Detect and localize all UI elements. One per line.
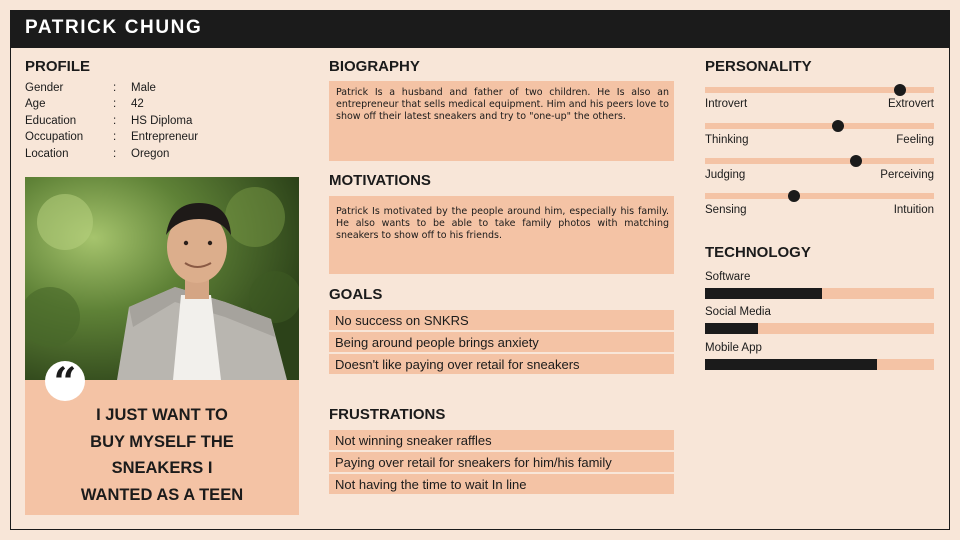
quote-badge	[45, 359, 85, 406]
location-colon: :	[113, 148, 117, 160]
trait-knob	[894, 84, 906, 96]
goal-text: Doesn't like paying over retail for sneakers	[335, 357, 580, 372]
persona-photo	[25, 177, 299, 380]
gender-colon: :	[113, 82, 117, 94]
tech-bar	[705, 288, 934, 299]
quote-line: BUY MYSELF THE	[90, 432, 234, 451]
quote-text	[25, 402, 299, 508]
age-colon: :	[113, 98, 117, 110]
technology-heading: TECHNOLOGY	[705, 244, 811, 261]
location-label: Location	[25, 148, 69, 160]
trait-slider	[705, 193, 934, 199]
education-label: Education	[25, 115, 77, 127]
gender-value: Male	[131, 82, 156, 94]
goal-item	[329, 310, 674, 330]
trait-left-label: Judging	[705, 169, 746, 181]
goals-heading: GOALS	[329, 286, 383, 303]
trait-right-label: Extrovert	[887, 98, 934, 110]
quote-line: I JUST WANT TO	[96, 406, 228, 424]
frustration-item	[329, 452, 674, 472]
age-label: Age	[25, 98, 46, 110]
trait-right-label: Intuition	[893, 204, 934, 216]
trait-knob	[832, 120, 844, 132]
motivations-heading: MOTIVATIONS	[329, 172, 431, 189]
age-value: 42	[131, 98, 144, 110]
tech-fill	[705, 288, 822, 299]
tech-label: Software	[705, 271, 751, 283]
biography-text: Patrick Is a husband and father of two children. He Is also an entrepreneur that sells medical equipment. Him and his peers love to show off their latest sneakers and try to "one-up" the others.	[336, 87, 669, 122]
occupation-value: Entrepreneur	[131, 131, 199, 143]
occupation-colon: :	[113, 131, 117, 143]
tech-bar	[705, 359, 934, 370]
education-value: HS Diploma	[131, 115, 193, 127]
trait-left-label: Sensing	[705, 204, 747, 216]
tech-bar	[705, 323, 934, 334]
tech-label: Mobile App	[705, 342, 762, 354]
frustrations-heading: FRUSTRATIONS	[329, 406, 446, 423]
frustration-text: Not having the time to wait In line	[335, 477, 527, 492]
frustration-item	[329, 474, 674, 494]
goal-text: No success on SNKRS	[335, 313, 469, 328]
quote-line: WANTED AS A TEEN	[80, 485, 244, 504]
profile-heading: PROFILE	[25, 58, 91, 75]
trait-right-label: Perceiving	[880, 169, 934, 181]
trait-slider	[705, 158, 934, 164]
persona-name: PATRICK CHUNG	[25, 17, 203, 38]
trait-slider	[705, 123, 934, 129]
personality-heading: PERSONALITY	[705, 58, 812, 75]
trait-left-label: Introvert	[705, 98, 748, 110]
biography-heading: BIOGRAPHY	[329, 58, 420, 75]
gender-label: Gender	[25, 82, 64, 94]
goal-item	[329, 354, 674, 374]
frustration-text: Paying over retail for sneakers for him/his family	[335, 455, 612, 470]
location-value: Oregon	[131, 148, 170, 160]
occupation-label: Occupation	[25, 131, 84, 143]
goal-item	[329, 332, 674, 352]
motivations-text: Patrick Is motivated by the people around him, especially his family. He also wants to be able to take family photos with matching sneakers to show off to his friends.	[336, 206, 669, 241]
goal-text: Being around people brings anxiety	[335, 335, 539, 350]
frustration-item	[329, 430, 674, 450]
tech-fill	[705, 359, 877, 370]
tech-label: Social Media	[705, 306, 771, 318]
quote-line: SNEAKERS I	[111, 459, 213, 477]
persona-illustration	[25, 177, 299, 380]
quote-icon: “	[53, 359, 77, 406]
frustration-text: Not winning sneaker raffles	[335, 433, 492, 448]
education-colon: :	[113, 115, 117, 127]
trait-right-label: Feeling	[896, 134, 934, 146]
trait-left-label: Thinking	[705, 134, 749, 146]
tech-fill	[705, 323, 758, 334]
